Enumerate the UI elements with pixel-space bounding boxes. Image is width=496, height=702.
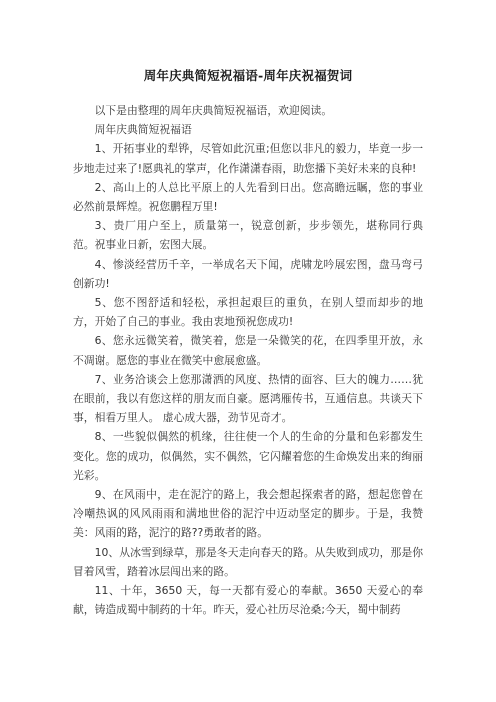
document-title: 周年庆典简短祝福语-周年庆祝福贺词 [143, 68, 353, 83]
blessing-item-9: 9、在风雨中，走在泥泞的路上，我会想起探索者的路，想起您曾在冷嘲热讽的风风雨雨和满地世俗的泥泞中迈动坚定的脚步。于是，我赞美：风雨的路，泥泞的路??勇敢者的路。 [73, 488, 423, 540]
blessing-item-5: 5、您不图舒适和轻松，承担起艰巨的重负，在别人望而却步的地方，开始了自己的事业。我由衷地预祝您成功! [73, 296, 423, 329]
blessing-item-6: 6、您永远微笑着，微笑着，您是一朵微笑的花，在四季里开放，永不凋谢。愿您的事业在微笑中愈展愈盛。 [73, 334, 423, 367]
blessing-item-8: 8、一些貌似偶然的机缘，往往使一个人的生命的分量和色彩都发生变化。您的成功，似偶然，实不偶然，它闪耀着您的生命焕发出来的绚丽光彩。 [73, 430, 423, 482]
blessing-item-4: 4、惨淡经营历千辛，一举成名天下闻，虎啸龙吟展宏图，盘马弯弓创新功! [73, 257, 423, 290]
blessing-item-10: 10、从冰雪到绿草，那是冬天走向春天的路。从失败到成功，那是你冒着风雪，踏着冰层闯出来的路。 [73, 545, 423, 578]
section-heading: 周年庆典简短祝福语 [94, 123, 192, 137]
blessing-item-1: 1、开拓事业的犁铧，尽管如此沉重;但您以非凡的毅力，毕竟一步一步地走过来了!愿典礼的掌声，化作潇潇春雨，助您播下美好未来的良种! [73, 142, 423, 175]
blessing-item-2: 2、高山上的人总比平原上的人先看到日出。您高瞻远瞩，您的事业必然前景辉煌。祝您鹏程万里! [73, 180, 423, 214]
blessing-item-7: 7、业务洽谈会上您那潇洒的风度、热情的面容、巨大的魄力……犹在眼前，我以有您这样的朋友而自豪。愿鸿雁传书，互通信息。共谈天下事，相看万里人。 虚心成大器，劲节见奇才。 [73, 372, 423, 425]
blessing-item-3: 3、贵厂用户至上，质量第一，锐意创新，步步领先，堪称同行典范。祝事业日新，宏图大展。 [73, 219, 423, 252]
intro-paragraph: 以下是由整理的周年庆典简短祝福语，欢迎阅读。 [94, 104, 333, 117]
blessing-item-11: 11、十年，3650 天，每一天都有爱心的奉献。3650 天爱心的奉献，铸造成蜀中制药的十年。昨天，爱心社历尽沧桑;今天，蜀中制药 [73, 584, 423, 617]
